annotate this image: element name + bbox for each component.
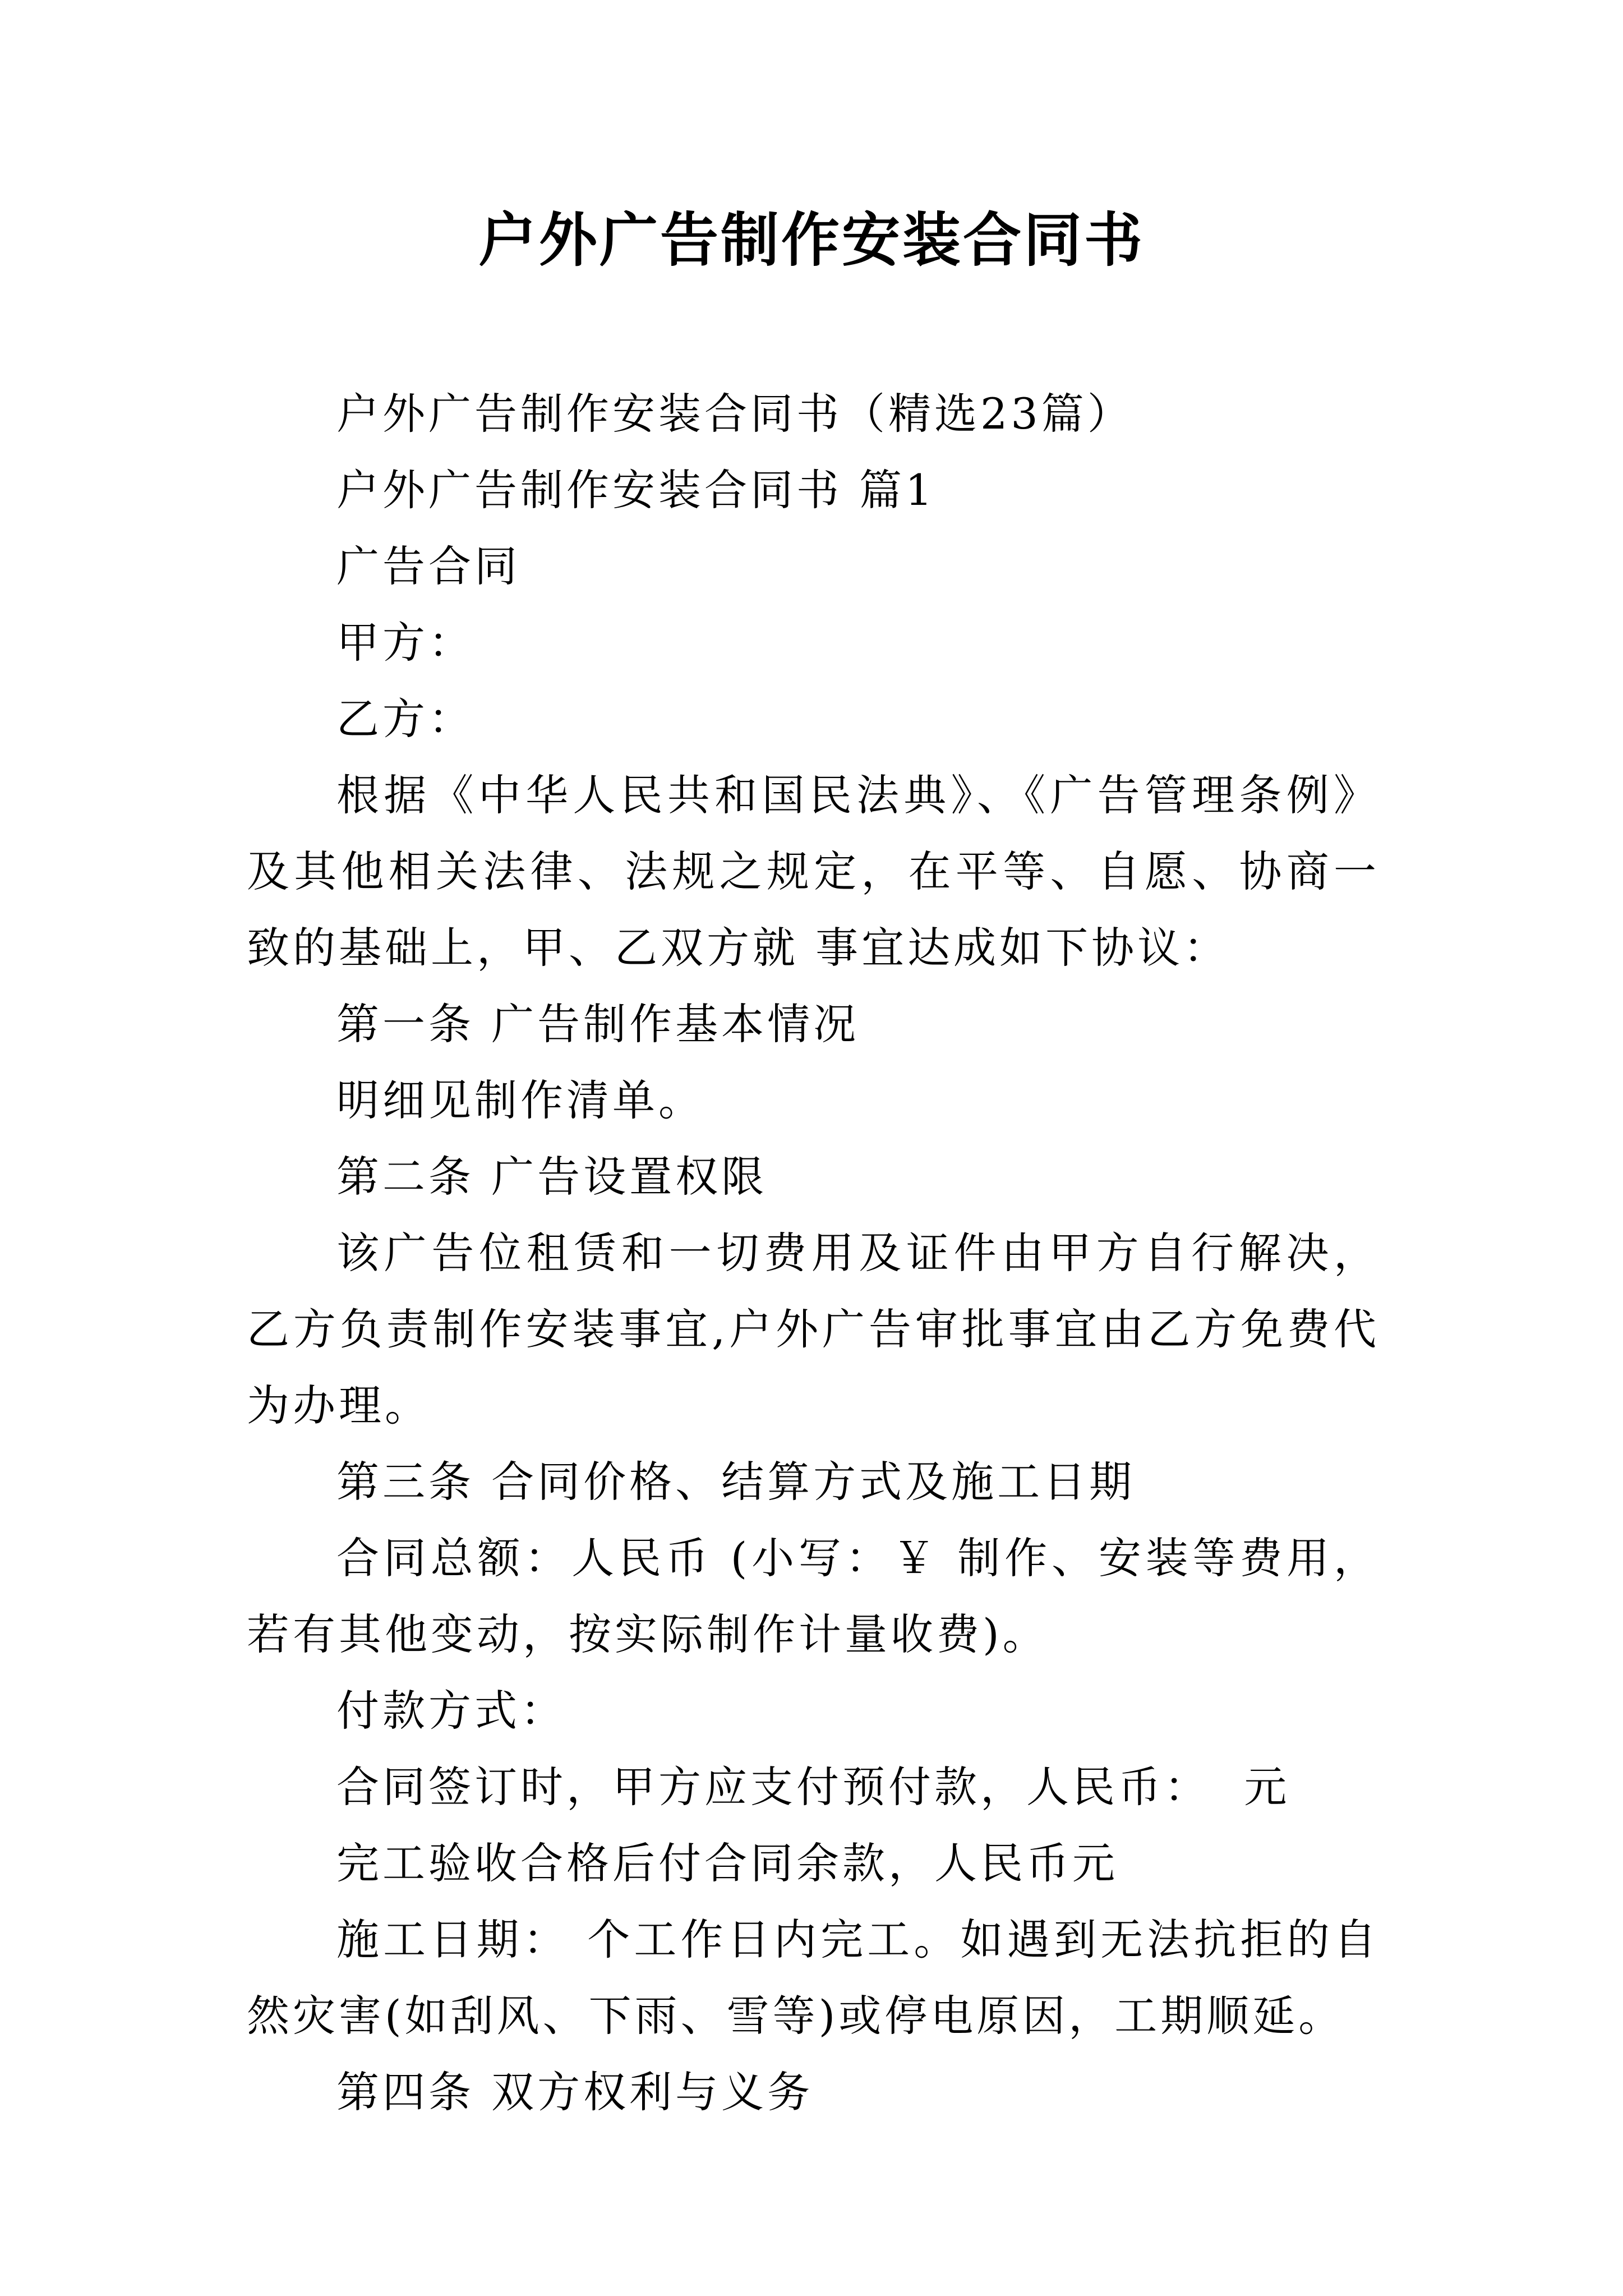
paragraph-clause-3-heading: 第三条 合同价格、结算方式及施工日期 <box>336 1457 1136 1507</box>
paragraph-construction-date: 施工日期： 个工作日内完工。如遇到无法抗拒的自然灾害(如刮风、下雨、雪等)或停电原因，工期顺延。 <box>247 1915 1380 2041</box>
paragraph-article-heading: 户外广告制作安装合同书 篇1 <box>336 465 936 515</box>
paragraph-preamble: 根据《中华人民共和国民法典》、《广告管理条例》及其他相关法律、法规之规定，在平等、自愿、协商一致的基础上，甲、乙双方就 事宜达成如下协议： <box>247 770 1380 973</box>
paragraph-final-payment: 完工验收合格后付合同余款，人民币元 <box>336 1838 1118 1888</box>
paragraph-clause-1-body: 明细见制作清单。 <box>336 1075 704 1125</box>
paragraph-party-a: 甲方： <box>336 618 474 668</box>
paragraph-clause-2-heading: 第二条 广告设置权限 <box>336 1152 768 1202</box>
paragraph-contract-total: 合同总额：人民币 (小写：￥ 制作、安装等费用，若有其他变动，按实际制作计量收费)。 <box>247 1533 1380 1659</box>
paragraph-prepayment: 合同签订时，甲方应支付预付款，人民币： 元 <box>336 1762 1290 1812</box>
paragraph-party-b: 乙方： <box>336 694 474 744</box>
document-body <box>247 376 1380 2131</box>
document-title: 户外广告制作安装合同书 <box>478 206 1145 274</box>
paragraph-clause-1-heading: 第一条 广告制作基本情况 <box>336 999 860 1049</box>
paragraph-clause-4-heading: 第四条 双方权利与义务 <box>336 2067 814 2117</box>
paragraph-contract-label: 广告合同 <box>336 541 520 591</box>
paragraph-payment-method: 付款方式： <box>336 1686 566 1736</box>
paragraph-collection-heading: 户外广告制作安装合同书（精选23篇） <box>336 389 1133 439</box>
paragraph-clause-2-body: 该广告位租赁和一切费用及证件由甲方自行解决，乙方负责制作安装事宜,户外广告审批事宜由乙方免费代为办理。 <box>247 1228 1380 1430</box>
